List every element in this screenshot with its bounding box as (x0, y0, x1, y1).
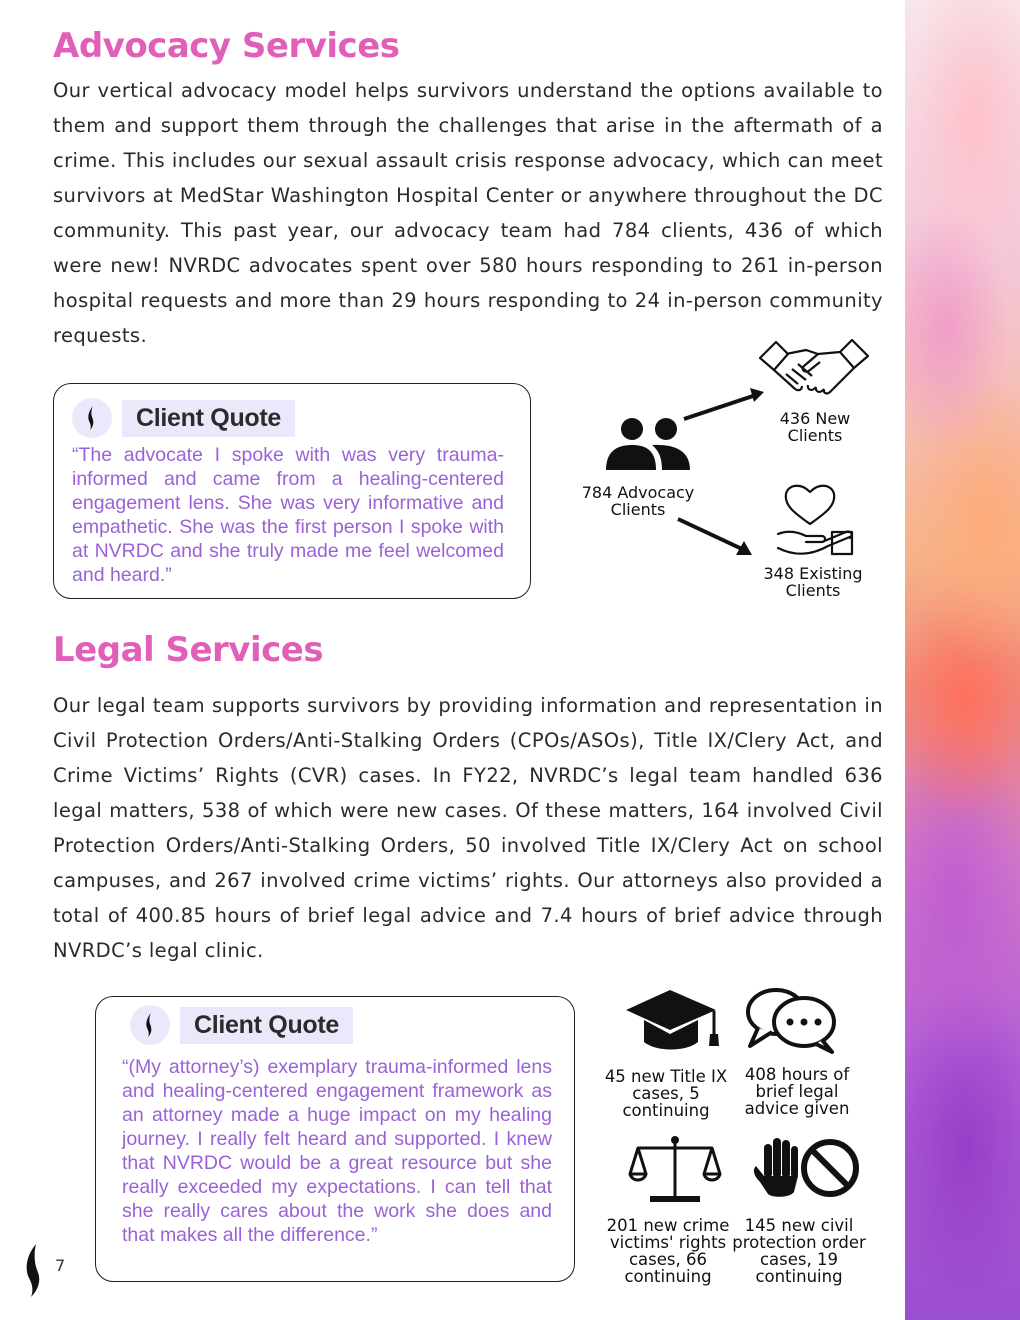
page-number: 7 (55, 1256, 66, 1275)
speech-bubbles-icon (744, 986, 838, 1054)
handshake-icon (758, 336, 870, 406)
quote-header (72, 398, 295, 438)
quote-label: Client Quote (180, 1007, 353, 1044)
civil-protection-caption: 145 new civil protection order cases, 19 continuing (732, 1216, 866, 1286)
advocacy-paragraph: Our vertical advocacy model helps survivors understand the options available to them and support them through the challenges that arise in the aftermath of a crime. This includes our sexual assault crisis response advocacy, which can meet survivors at MedStar Washington Hospital Center or anywhere throughout the DC community. This past year, our advocacy team had 784 clients, 436 of which were new! NVRDC advocates spent over 580 hours responding to 261 in-person hospital requests and more than 29 hours responding to 24 in-person community requests. (53, 79, 883, 347)
watercolor-decoration (905, 0, 1020, 1320)
quote-header (130, 1005, 353, 1045)
quote-label: Client Quote (122, 400, 295, 437)
flame-logo-icon (72, 398, 112, 438)
flame-logo-icon (24, 1242, 46, 1298)
total-clients-caption: 784 Advocacy Clients (581, 483, 695, 519)
advocacy-quote-text: “The advocate I spoke with was very trauma-informed and came from a healing-centered engagement lens. She was very informative and empathetic. She was the first person I spoke with at NVRDC and she truly made me feel welcomed and heard.” (72, 444, 504, 586)
legal-paragraph: Our legal team supports survivors by providing information and representation in Civil Protection Orders/Anti-Stalking Orders (CPOs/ASOs), Title IX/Clery Act, and Crime Victims’ Rights (CVR) cases. In FY22, NVRDC’s legal team handled 636 legal matters, 538 of which were new cases. Of these matters, 164 involved Civil Protection Orders/Anti-Stalking Orders, 50 involved Title IX/Clery Act on school campuses, and 267 involved crime victims’ rights. Our attorneys also provided a total of 400.85 hours of brief legal advice and 7.4 hours of brief advice through NVRDC’s legal clinic. (53, 694, 883, 962)
legal-quote-box (95, 996, 575, 1282)
stop-hand-icon (750, 1136, 862, 1200)
advocacy-heading: Advocacy Services (53, 26, 400, 66)
scales-of-justice-icon (628, 1134, 722, 1206)
graduation-cap-icon (624, 986, 724, 1058)
existing-clients-caption: 348 Existing Clients (763, 564, 863, 600)
legal-quote-text: “(My attorney’s) exemplary trauma-informed lens and healing-centered engagement framework as an attorney made a huge impact on my healing journey. I really felt heard and supported. I knew that NVRDC would be a great resource but she really exceeded my expectations. I can tell that she really cares about the work she does and that makes all the difference.” (122, 1056, 552, 1246)
new-clients-caption: 436 New Clients (779, 409, 851, 445)
people-icon (604, 416, 692, 472)
heart-hand-icon (776, 482, 856, 558)
legal-heading: Legal Services (53, 630, 324, 670)
crime-victims-caption: 201 new crime victims' rights cases, 66 continuing (606, 1216, 730, 1286)
flame-logo-icon (130, 1005, 170, 1045)
title-ix-caption: 45 new Title IX cases, 5 continuing (604, 1067, 728, 1120)
arrow-down-right-icon (674, 515, 758, 559)
advocacy-quote-box (53, 383, 531, 599)
brief-advice-caption: 408 hours of brief legal advice given (744, 1065, 850, 1118)
